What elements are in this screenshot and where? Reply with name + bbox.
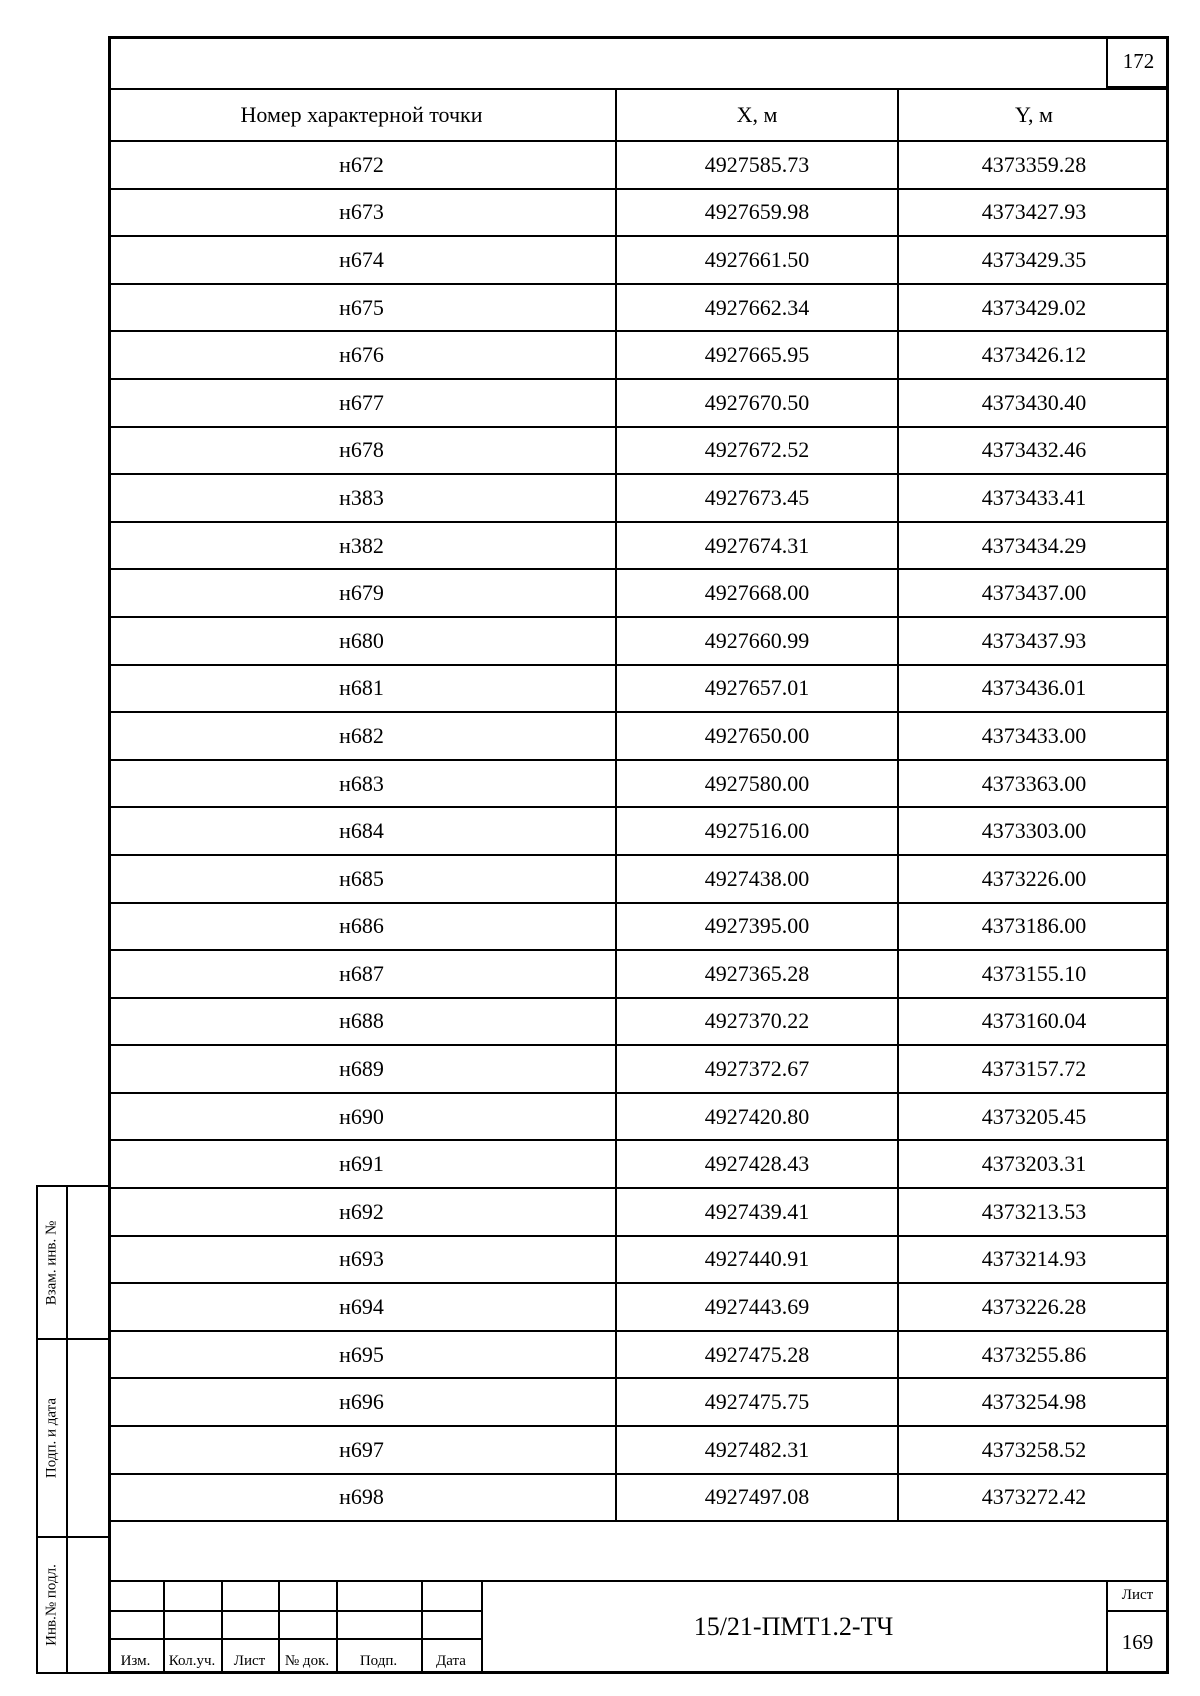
table-row (108, 1140, 1169, 1188)
cell-y: 4373272.42 (898, 1474, 1169, 1522)
cell-point-number: н694 (108, 1283, 616, 1331)
cell-point-number: н693 (108, 1236, 616, 1284)
cell-point-number: н685 (108, 855, 616, 903)
cell-point-number: н679 (108, 569, 616, 617)
cell-y: 4373186.00 (898, 903, 1169, 951)
table-row (108, 998, 1169, 1046)
cell-y: 4373429.02 (898, 284, 1169, 332)
table-row (108, 1426, 1169, 1474)
cell-point-number: н677 (108, 379, 616, 427)
cell-point-number: н689 (108, 1045, 616, 1093)
cell-point-number: н695 (108, 1331, 616, 1379)
revision-grid (108, 1580, 481, 1674)
cell-x: 4927668.00 (616, 569, 898, 617)
cell-y: 4373430.40 (898, 379, 1169, 427)
table-row (108, 903, 1169, 951)
cell-y: 4373213.53 (898, 1188, 1169, 1236)
cell-x: 4927662.34 (616, 284, 898, 332)
cell-point-number: н698 (108, 1474, 616, 1522)
cell-point-number: н681 (108, 665, 616, 713)
table-row-empty (108, 1521, 1169, 1580)
cell-x: 4927372.67 (616, 1045, 898, 1093)
table-row (108, 617, 1169, 665)
table-row (108, 1331, 1169, 1379)
cell-x: 4927438.00 (616, 855, 898, 903)
cell-point-number: н688 (108, 998, 616, 1046)
table-row (108, 141, 1169, 189)
cell-point-number: н674 (108, 236, 616, 284)
cell-x: 4927670.50 (616, 379, 898, 427)
table-row (108, 1045, 1169, 1093)
table-row (108, 474, 1169, 522)
table-header-row (108, 89, 1169, 141)
cell-x: 4927650.00 (616, 712, 898, 760)
table-row (108, 665, 1169, 713)
side-label-inv-orig: Инв.№ подл. (43, 1564, 60, 1646)
cell-y: 4373432.46 (898, 427, 1169, 475)
cell-y: 4373226.28 (898, 1283, 1169, 1331)
cell-point-number: н690 (108, 1093, 616, 1141)
cell-y: 4373258.52 (898, 1426, 1169, 1474)
cell-x: 4927674.31 (616, 522, 898, 570)
cell-y: 4373426.12 (898, 331, 1169, 379)
table-row (108, 1236, 1169, 1284)
cell-x: 4927439.41 (616, 1188, 898, 1236)
cell-y: 4373155.10 (898, 950, 1169, 998)
cell-y: 4373434.29 (898, 522, 1169, 570)
table-body (108, 141, 1169, 1580)
table-row (108, 427, 1169, 475)
cell-x: 4927420.80 (616, 1093, 898, 1141)
cell-y: 4373303.00 (898, 807, 1169, 855)
table-row (108, 807, 1169, 855)
col-izm: Изм. (120, 1653, 151, 1669)
page-number: 172 (1106, 36, 1169, 88)
side-stamp-sign-date (36, 1338, 108, 1538)
cell-x: 4927443.69 (616, 1283, 898, 1331)
cell-point-number: н687 (108, 950, 616, 998)
side-stamp-replaced-inv (36, 1185, 108, 1340)
cell-x: 4927365.28 (616, 950, 898, 998)
cell-x: 4927660.99 (616, 617, 898, 665)
header-point-number: Номер характерной точки (108, 89, 616, 141)
sheet-label: Лист (1121, 1586, 1154, 1603)
table-row (108, 331, 1169, 379)
cell-point-number: н696 (108, 1378, 616, 1426)
table-row (108, 236, 1169, 284)
empty-cell (108, 1521, 1169, 1580)
cell-y: 4373437.93 (898, 617, 1169, 665)
cell-x: 4927395.00 (616, 903, 898, 951)
cell-y: 4373205.45 (898, 1093, 1169, 1141)
cell-point-number: н683 (108, 760, 616, 808)
cell-x: 4927672.52 (616, 427, 898, 475)
cell-point-number: н678 (108, 427, 616, 475)
cell-x: 4927440.91 (616, 1236, 898, 1284)
cell-x: 4927580.00 (616, 760, 898, 808)
cell-y: 4373214.93 (898, 1236, 1169, 1284)
table-row (108, 1093, 1169, 1141)
table-row (108, 712, 1169, 760)
table-row (108, 1378, 1169, 1426)
col-sign: Подп. (359, 1653, 398, 1669)
cell-x: 4927475.75 (616, 1378, 898, 1426)
table-row (108, 569, 1169, 617)
cell-y: 4373433.00 (898, 712, 1169, 760)
header-y: Y, м (898, 89, 1169, 141)
table-row (108, 522, 1169, 570)
cell-y: 4373427.93 (898, 189, 1169, 237)
table-row (108, 1188, 1169, 1236)
cell-point-number: н691 (108, 1140, 616, 1188)
document-code: 15/21-ПМТ1.2-ТЧ (693, 1612, 894, 1641)
col-doc-no: № док. (284, 1653, 330, 1669)
cell-x: 4927482.31 (616, 1426, 898, 1474)
cell-y: 4373157.72 (898, 1045, 1169, 1093)
cell-x: 4927661.50 (616, 236, 898, 284)
cell-y: 4373226.00 (898, 855, 1169, 903)
cell-y: 4373203.31 (898, 1140, 1169, 1188)
cell-y: 4373429.35 (898, 236, 1169, 284)
col-date: Дата (436, 1653, 466, 1669)
table-row (108, 760, 1169, 808)
cell-point-number: н672 (108, 141, 616, 189)
cell-x: 4927585.73 (616, 141, 898, 189)
table-row (108, 284, 1169, 332)
cell-x: 4927516.00 (616, 807, 898, 855)
table-row (108, 1474, 1169, 1522)
side-label-sign-date: Подп. и дата (43, 1397, 60, 1479)
cell-x: 4927370.22 (616, 998, 898, 1046)
cell-x: 4927659.98 (616, 189, 898, 237)
cell-y: 4373363.00 (898, 760, 1169, 808)
cell-point-number: н686 (108, 903, 616, 951)
cell-x: 4927497.08 (616, 1474, 898, 1522)
cell-point-number: н692 (108, 1188, 616, 1236)
cell-point-number: н682 (108, 712, 616, 760)
cell-y: 4373433.41 (898, 474, 1169, 522)
cell-x: 4927665.95 (616, 331, 898, 379)
table-row (108, 950, 1169, 998)
side-stamp-inv-orig (36, 1536, 108, 1674)
cell-point-number: н383 (108, 474, 616, 522)
cell-point-number: н697 (108, 1426, 616, 1474)
col-list: Лист (233, 1653, 266, 1669)
cell-y: 4373255.86 (898, 1331, 1169, 1379)
cell-x: 4927475.28 (616, 1331, 898, 1379)
side-label-replaced-inv: Взам. инв. № (43, 1220, 60, 1305)
table-row (108, 855, 1169, 903)
table-row (108, 1283, 1169, 1331)
cell-point-number: н673 (108, 189, 616, 237)
title-block (108, 1580, 1169, 1674)
cell-x: 4927428.43 (616, 1140, 898, 1188)
cell-y: 4373160.04 (898, 998, 1169, 1046)
cell-point-number: н382 (108, 522, 616, 570)
cell-y: 4373437.00 (898, 569, 1169, 617)
cell-x: 4927673.45 (616, 474, 898, 522)
cell-x: 4927657.01 (616, 665, 898, 713)
cell-y: 4373359.28 (898, 141, 1169, 189)
sheet-number: 169 (1121, 1629, 1154, 1654)
col-kol-uch: Кол.уч. (168, 1653, 216, 1669)
cell-point-number: н680 (108, 617, 616, 665)
cell-point-number: н676 (108, 331, 616, 379)
cell-y: 4373254.98 (898, 1378, 1169, 1426)
cell-point-number: н675 (108, 284, 616, 332)
table-row (108, 379, 1169, 427)
cell-y: 4373436.01 (898, 665, 1169, 713)
cell-point-number: н684 (108, 807, 616, 855)
table-row (108, 189, 1169, 237)
coordinates-table (108, 88, 1169, 1580)
header-x: X, м (616, 89, 898, 141)
